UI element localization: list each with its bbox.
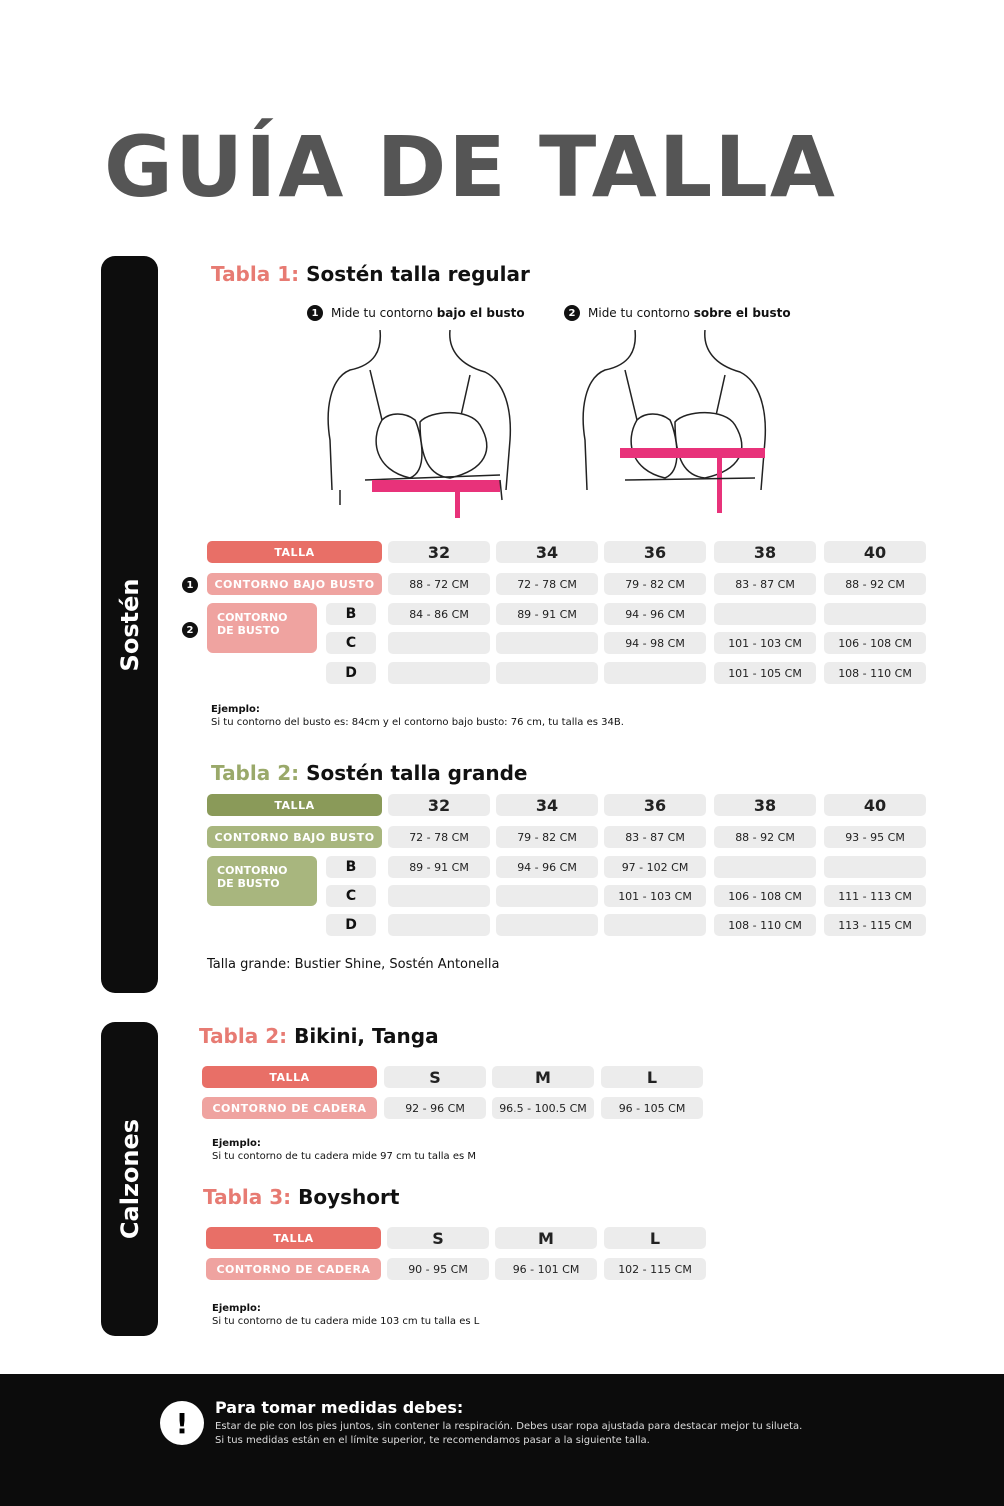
t3-hip-label: CONTORNO DE CADERA [202, 1097, 377, 1119]
t1-c-cell: 106 - 108 CM [824, 632, 926, 654]
step1-number: 1 [307, 305, 323, 321]
illustration-under-bust [320, 330, 520, 520]
t2-size: 38 [714, 794, 816, 816]
footer-line-1: Estar de pie con los pies juntos, sin contener la respiración. Debes usar ropa ajustada para destacar mejor tu silueta. [215, 1421, 803, 1432]
t1-b-cell [824, 603, 926, 625]
t4-hip-label: CONTORNO DE CADERA [206, 1258, 381, 1280]
t1-example-text: Si tu contorno del busto es: 84cm y el contorno bajo busto: 76 cm, tu talla es 34B. [211, 717, 624, 728]
t1-under-label: CONTORNO BAJO BUSTO [207, 573, 382, 595]
t2-b-cell [714, 856, 816, 878]
t1-row1-marker: 1 [182, 577, 198, 593]
table1-name: Sostén talla regular [306, 262, 530, 286]
step2-number: 2 [564, 305, 580, 321]
t3-size: M [492, 1066, 594, 1088]
t1-talla-label: TALLA [207, 541, 382, 563]
t2-d-cell: 108 - 110 CM [714, 914, 816, 936]
t2-c-cell: 111 - 113 CM [824, 885, 926, 907]
t1-b-cell [714, 603, 816, 625]
t3-example-title: Ejemplo: [212, 1138, 261, 1149]
step1-text-plain: Mide tu contorno [331, 306, 437, 320]
step2-text-plain: Mide tu contorno [588, 306, 694, 320]
t2-cup: D [326, 914, 376, 936]
t1-b-cell: 84 - 86 CM [388, 603, 490, 625]
t1-size: 40 [824, 541, 926, 563]
t2-c-cell [496, 885, 598, 907]
t2-b-cell: 94 - 96 CM [496, 856, 598, 878]
step1-text-bold: bajo el busto [436, 306, 525, 320]
table2-prefix: Tabla 2: [211, 761, 300, 785]
t1-example-title: Ejemplo: [211, 704, 260, 715]
illustration-over-bust [575, 330, 775, 520]
t1-cup: B [326, 603, 376, 625]
t3-hip-cell: 96 - 105 CM [601, 1097, 703, 1119]
t4-hip-cell: 90 - 95 CM [387, 1258, 489, 1280]
table1-prefix: Tabla 1: [211, 262, 300, 286]
t2-bust-label: CONTORNO DE BUSTO [207, 856, 317, 906]
step1-text [331, 306, 525, 320]
t2-d-cell [496, 914, 598, 936]
t3-example-text: Si tu contorno de tu cadera mide 97 cm tu talla es M [212, 1151, 477, 1162]
t3-example [212, 1137, 476, 1163]
t2-c-cell: 106 - 108 CM [714, 885, 816, 907]
table3-title [199, 1024, 439, 1048]
t4-size: S [387, 1227, 489, 1249]
t3-size: L [601, 1066, 703, 1088]
t1-c-cell: 94 - 98 CM [604, 632, 706, 654]
t2-size: 40 [824, 794, 926, 816]
page-title: GUÍA DE TALLA [104, 118, 837, 216]
t1-c-cell [496, 632, 598, 654]
t3-hip-cell: 96.5 - 100.5 CM [492, 1097, 594, 1119]
t4-example-text: Si tu contorno de tu cadera mide 103 cm tu talla es L [212, 1316, 480, 1327]
table4-title [203, 1185, 399, 1209]
t4-example-title: Ejemplo: [212, 1303, 261, 1314]
t4-example [212, 1302, 479, 1328]
t1-size: 32 [388, 541, 490, 563]
t1-under-cell: 88 - 92 CM [824, 573, 926, 595]
t3-hip-cell: 92 - 96 CM [384, 1097, 486, 1119]
t2-c-cell [388, 885, 490, 907]
t2-b-cell [824, 856, 926, 878]
t1-size: 38 [714, 541, 816, 563]
t2-size: 36 [604, 794, 706, 816]
t2-under-cell: 79 - 82 CM [496, 826, 598, 848]
t1-under-cell: 83 - 87 CM [714, 573, 816, 595]
t4-hip-cell: 102 - 115 CM [604, 1258, 706, 1280]
table4-name: Boyshort [298, 1185, 400, 1209]
t3-size: S [384, 1066, 486, 1088]
t1-d-cell [604, 662, 706, 684]
t2-d-cell [388, 914, 490, 936]
t4-talla-label: TALLA [206, 1227, 381, 1249]
table3-name: Bikini, Tanga [294, 1024, 439, 1048]
t2-b-cell: 97 - 102 CM [604, 856, 706, 878]
sidebar-sosten [101, 256, 158, 993]
table2-title [211, 761, 527, 785]
t1-under-cell: 88 - 72 CM [388, 573, 490, 595]
t1-b-cell: 94 - 96 CM [604, 603, 706, 625]
t2-under-cell: 88 - 92 CM [714, 826, 816, 848]
t2-c-cell: 101 - 103 CM [604, 885, 706, 907]
t1-row2-marker: 2 [182, 622, 198, 638]
sidebar-calzones [101, 1022, 158, 1336]
footer-title: Para tomar medidas debes: [215, 1398, 464, 1417]
t2-size: 34 [496, 794, 598, 816]
t1-cup: D [326, 662, 376, 684]
t1-d-cell: 108 - 110 CM [824, 662, 926, 684]
t1-d-cell [388, 662, 490, 684]
t1-b-cell: 89 - 91 CM [496, 603, 598, 625]
step2-text-bold: sobre el busto [693, 306, 791, 320]
t4-size: M [495, 1227, 597, 1249]
t4-size: L [604, 1227, 706, 1249]
t1-size: 34 [496, 541, 598, 563]
t1-c-cell: 101 - 103 CM [714, 632, 816, 654]
step2-text [588, 306, 791, 320]
t2-talla-label: TALLA [207, 794, 382, 816]
t1-d-cell [496, 662, 598, 684]
t1-size: 36 [604, 541, 706, 563]
table3-prefix: Tabla 2: [199, 1024, 288, 1048]
t2-under-cell: 93 - 95 CM [824, 826, 926, 848]
table1-title [211, 262, 530, 286]
t1-c-cell [388, 632, 490, 654]
t2-cup: B [326, 856, 376, 878]
t2-cup: C [326, 885, 376, 907]
t1-cup: C [326, 632, 376, 654]
step2-instruction [564, 305, 791, 321]
sidebar-calzones-label: Calzones [115, 1118, 144, 1240]
t2-under-cell: 72 - 78 CM [388, 826, 490, 848]
t4-hip-cell: 96 - 101 CM [495, 1258, 597, 1280]
t2-under-cell: 83 - 87 CM [604, 826, 706, 848]
sidebar-sosten-label: Sostén [115, 578, 144, 671]
t1-d-cell: 101 - 105 CM [714, 662, 816, 684]
t2-size: 32 [388, 794, 490, 816]
t2-d-cell: 113 - 115 CM [824, 914, 926, 936]
t2-d-cell [604, 914, 706, 936]
warning-icon: ! [160, 1401, 204, 1445]
step1-instruction [307, 305, 525, 321]
t1-under-cell: 72 - 78 CM [496, 573, 598, 595]
t1-under-cell: 79 - 82 CM [604, 573, 706, 595]
table2-name: Sostén talla grande [306, 761, 528, 785]
t3-talla-label: TALLA [202, 1066, 377, 1088]
t2-note: Talla grande: Bustier Shine, Sostén Antonella [207, 957, 500, 972]
t1-example [211, 703, 624, 729]
t1-bust-label: CONTORNO DE BUSTO [207, 603, 317, 653]
table4-prefix: Tabla 3: [203, 1185, 292, 1209]
t2-under-label: CONTORNO BAJO BUSTO [207, 826, 382, 848]
t2-b-cell: 89 - 91 CM [388, 856, 490, 878]
footer-line-2: Si tus medidas están en el límite superior, te recomendamos pasar a la siguiente talla. [215, 1435, 650, 1446]
